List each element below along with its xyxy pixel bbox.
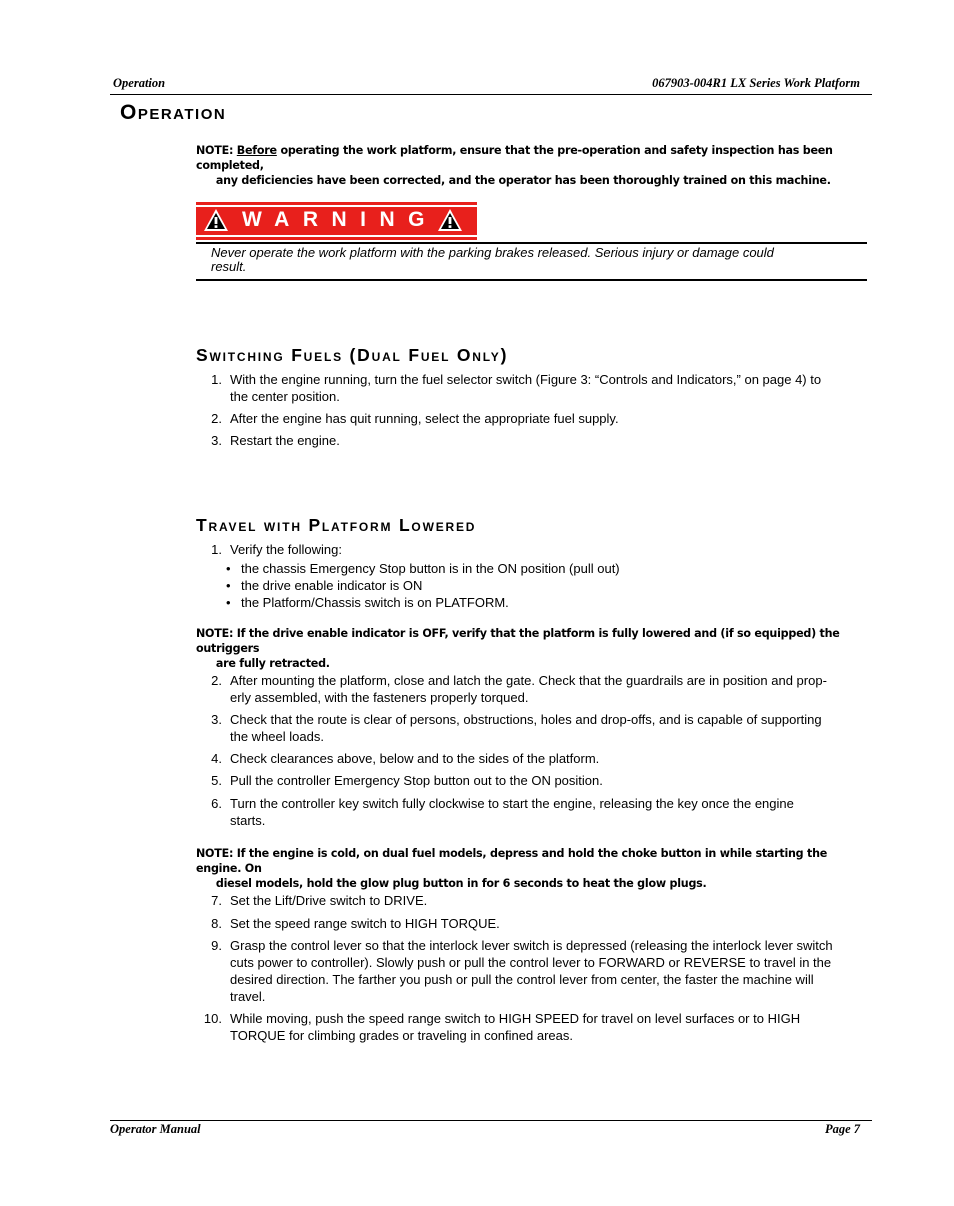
step-number: 2. [211,673,222,688]
note-drive-enable [196,626,872,671]
note-label: NOTE: [196,847,234,860]
note-cold-engine [196,846,872,891]
bullet-icon: • [226,578,231,593]
section-heading-switching-fuels: Switching Fuels (Dual Fuel Only) [196,345,509,365]
warning-triangle-icon [437,208,463,232]
header-section-title: Operation [113,76,166,90]
step-number: 10. [203,1011,222,1026]
step-number: 5. [211,773,222,788]
step-text-line: After mounting the platform, close and latch the gate. Check that the guardrails are in position and prop- [230,673,827,688]
page-title: Operation [120,101,227,124]
step-number: 4. [211,751,222,766]
step-text-line: With the engine running, turn the fuel selector switch (Figure 3: “Controls and Indicators,” on page 4) to [230,372,822,387]
step-text [230,795,870,829]
footer-manual-title: Operator Manual [110,1122,201,1136]
note-label: NOTE: [196,627,234,640]
step-text: Restart the engine. [230,433,340,448]
header-rule [110,94,872,95]
header-document-title: 067903-004R1 LX Series Work Platform [652,76,860,90]
step-number: 6. [211,796,222,811]
step-text: Set the speed range switch to HIGH TORQUE. [230,916,500,931]
step-text: Set the Lift/Drive switch to DRIVE. [230,893,428,908]
step-number: 3. [211,433,222,448]
bullet-item: the Platform/Chassis switch is on PLATFORM. [241,595,509,610]
step-number: 3. [211,712,222,727]
bullet-item: the chassis Emergency Stop button is in the ON position (pull out) [241,561,620,576]
step-text-line: While moving, push the speed range switch to HIGH SPEED for travel on level surfaces or to HIGH [230,1011,801,1026]
bullet-icon: • [226,561,231,576]
step-text: Verify the following: [230,542,343,557]
step-text-line: erly assembled, with the fasteners properly torqued. [230,690,529,705]
warning-top-rule [196,242,867,244]
step-text-line: the wheel loads. [230,729,324,744]
step-text-line: Check that the route is clear of persons, obstructions, holes and drop-offs, and is capable of supporting [230,712,822,727]
step-text-line: travel. [230,989,266,1004]
step-number: 8. [211,916,222,931]
warning-text-line1: Never operate the work platform with the parking brakes released. Serious injury or damage could [211,245,774,260]
footer-page-number: Page 7 [824,1122,860,1136]
step-text-line: TORQUE for climbing grades or traveling in confined areas. [230,1028,573,1043]
step-text-line: Turn the controller key switch fully clockwise to start the engine, releasing the key once the engine [230,796,794,811]
step-text-line: starts. [230,813,266,828]
step-text-line: Grasp the control lever so that the interlock lever switch is depressed (releasing the interlock lever switch [230,938,833,953]
step-text [230,1010,870,1044]
step-number: 2. [211,411,222,426]
step-text: After the engine has quit running, select the appropriate fuel supply. [230,411,619,426]
step-number: 7. [211,893,222,908]
note-text-line1: If the engine is cold, on dual fuel models, depress and hold the choke button in while starting the engine. On [196,847,828,875]
warning-text-line2: result. [211,259,247,274]
step-text-line: the center position. [230,389,340,404]
step-text: Pull the controller Emergency Stop button out to the ON position. [230,773,603,788]
bullet-item: the drive enable indicator is ON [241,578,423,593]
step-text-line: desired direction. The farther you push or pull the control lever from center, the faster the machine will [230,972,814,987]
section-heading-travel: Travel with Platform Lowered [196,515,477,535]
footer-rule [110,1120,872,1121]
bullet-icon: • [226,595,231,610]
note-text-line1: operating the work platform, ensure that the pre-operation and safety inspection has been completed, [196,144,833,172]
note-text-line2: diesel models, hold the glow plug button in for 6 seconds to heat the glow plugs. [215,877,707,890]
step-text [230,371,870,405]
warning-text [211,246,851,274]
step-text [230,711,870,745]
step-text: Check clearances above, below and to the sides of the platform. [230,751,600,766]
note-before-operating [196,143,872,188]
note-text-line2: any deficiencies have been corrected, and the operator has been thoroughly trained on this machine. [215,174,831,187]
step-number: 1. [211,372,222,387]
note-underlined-word: Before [236,144,277,157]
note-text-line1: If the drive enable indicator is OFF, verify that the platform is fully lowered and (if so equipped) the outriggers [196,627,840,655]
step-number: 1. [211,542,222,557]
step-text [230,672,870,706]
step-text [230,937,870,1005]
note-text-line2: are fully retracted. [215,657,330,670]
warning-word: WARNING [242,208,438,231]
step-number: 9. [211,938,222,953]
warning-bottom-rule [196,279,867,281]
warning-triangle-icon [203,208,229,232]
note-label: NOTE: [196,144,234,157]
step-text-line: cuts power to controller). Slowly push or pull the control lever to FORWARD or REVERSE to travel in the [230,955,832,970]
